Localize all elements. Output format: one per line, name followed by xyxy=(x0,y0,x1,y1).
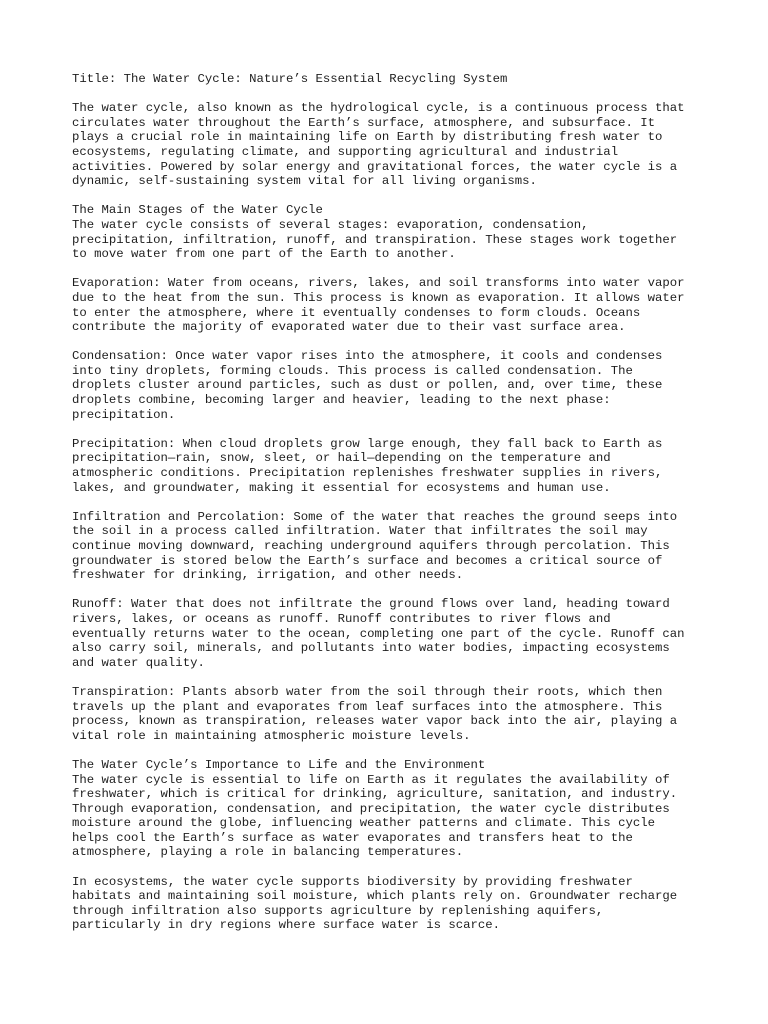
paragraph-line: Through evaporation, condensation, and precipitation, the water cycle distributes xyxy=(72,801,670,816)
paragraph-line: continue moving downward, reaching underground aquifers through percolation. This xyxy=(72,539,670,553)
intro-paragraph xyxy=(72,101,704,189)
precipitation-paragraph xyxy=(72,437,704,495)
paragraph-line: Evaporation: Water from oceans, rivers, lakes, and soil transforms into water vapor xyxy=(72,276,685,291)
paragraph-line: process, known as transpiration, releases water vapor back into the air, playing a xyxy=(72,714,678,729)
paragraph-line: freshwater for drinking, irrigation, and other needs. xyxy=(72,568,464,583)
paragraph-line: Transpiration: Plants absorb water from the soil through their roots, which then xyxy=(72,684,663,699)
paragraph-line: rivers, lakes, or oceans as runoff. Runoff contributes to river flows and xyxy=(72,611,611,626)
paragraph-line: lakes, and groundwater, making it essential for ecosystems and human use. xyxy=(72,480,611,495)
paragraph-line: precipitation, infiltration, runoff, and transpiration. These stages work together xyxy=(72,232,678,247)
paragraph-line: and water quality. xyxy=(72,655,205,670)
paragraph-line: also carry soil, minerals, and pollutants into water bodies, impacting ecosystems xyxy=(72,641,670,656)
paragraph-line: precipitation—rain, snow, sleet, or hail—depending on the temperature and xyxy=(72,451,611,466)
paragraph-line: Runoff: Water that does not infiltrate the ground flows over land, heading toward xyxy=(72,597,670,612)
main-stages-section xyxy=(72,203,704,261)
paragraph-line: The water cycle is essential to life on Earth as it regulates the availability of xyxy=(72,772,670,787)
section-heading: The Main Stages of the Water Cycle xyxy=(72,203,323,218)
title-line: Title: The Water Cycle: Nature’s Essential Recycling System xyxy=(72,72,508,86)
runoff-paragraph xyxy=(72,597,704,670)
paragraph-line: circulates water throughout the Earth’s surface, atmosphere, and subsurface. It xyxy=(72,115,655,130)
paragraph-line: droplets cluster around particles, such as dust or pollen, and, over time, these xyxy=(72,378,663,393)
paragraph-line: contribute the majority of evaporated water due to their vast surface area. xyxy=(72,320,626,335)
importance-section xyxy=(72,758,704,860)
paragraph-line: The water cycle, also known as the hydrological cycle, is a continuous process that xyxy=(72,101,685,116)
paragraph-line: eventually returns water to the ocean, completing one part of the cycle. Runoff can xyxy=(72,626,685,641)
paragraph-line: groundwater is stored below the Earth’s surface and becomes a critical source of xyxy=(72,553,663,568)
paragraph-line: In ecosystems, the water cycle supports biodiversity by providing freshwater xyxy=(72,874,633,889)
paragraph-line: droplets combine, becoming larger and heavier, leading to the next phase: xyxy=(72,393,611,408)
paragraph-line: Condensation: Once water vapor rises into the atmosphere, it cools and condenses xyxy=(72,349,663,364)
infiltration-paragraph xyxy=(72,510,704,583)
paragraph-line: habitats and maintaining soil moisture, which plants rely on. Groundwater recharge xyxy=(72,889,678,904)
paragraph-line: Precipitation: When cloud droplets grow large enough, they fall back to Earth as xyxy=(72,436,663,451)
paragraph-line: to move water from one part of the Earth to another. xyxy=(72,247,456,262)
paragraph-line: ecosystems, regulating climate, and supporting agricultural and industrial xyxy=(72,144,619,159)
paragraph-line: dynamic, self-sustaining system vital for all living organisms. xyxy=(72,174,537,189)
paragraph-line: helps cool the Earth’s surface as water evaporates and transfers heat to the xyxy=(72,830,633,845)
paragraph-line: the soil in a process called infiltration. Water that infiltrates the soil may xyxy=(72,524,648,539)
paragraph-line: travels up the plant and evaporates from leaf surfaces into the atmosphere. This xyxy=(72,699,663,714)
section-heading: The Water Cycle’s Importance to Life and the Environment xyxy=(72,757,486,772)
condensation-paragraph xyxy=(72,349,704,422)
paragraph-line: freshwater, which is critical for drinking, agriculture, sanitation, and industry. xyxy=(72,787,678,802)
paragraph-line: precipitation. xyxy=(72,407,176,422)
paragraph-line: into tiny droplets, forming clouds. This process is called condensation. The xyxy=(72,363,633,378)
paragraph-line: activities. Powered by solar energy and gravitational forces, the water cycle is a xyxy=(72,159,678,174)
paragraph-line: The water cycle consists of several stages: evaporation, condensation, xyxy=(72,217,589,232)
paragraph-line: atmosphere, playing a role in balancing temperatures. xyxy=(72,845,464,860)
evaporation-paragraph xyxy=(72,276,704,334)
ecosystems-paragraph xyxy=(72,875,704,933)
paragraph-line: to enter the atmosphere, where it eventually condenses to form clouds. Oceans xyxy=(72,305,641,320)
paragraph-line: atmospheric conditions. Precipitation replenishes freshwater supplies in rivers, xyxy=(72,466,663,481)
paragraph-line: particularly in dry regions where surface water is scarce. xyxy=(72,918,501,933)
document-title xyxy=(72,72,704,87)
paragraph-line: moisture around the globe, influencing weather patterns and climate. This cycle xyxy=(72,816,655,831)
transpiration-paragraph xyxy=(72,685,704,743)
paragraph-line: through infiltration also supports agriculture by replenishing aquifers, xyxy=(72,903,604,918)
paragraph-line: vital role in maintaining atmospheric moisture levels. xyxy=(72,728,471,743)
paragraph-line: Infiltration and Percolation: Some of the water that reaches the ground seeps into xyxy=(72,509,678,524)
paragraph-line: due to the heat from the sun. This process is known as evaporation. It allows water xyxy=(72,290,685,305)
paragraph-line: plays a crucial role in maintaining life on Earth by distributing fresh water to xyxy=(72,130,663,145)
